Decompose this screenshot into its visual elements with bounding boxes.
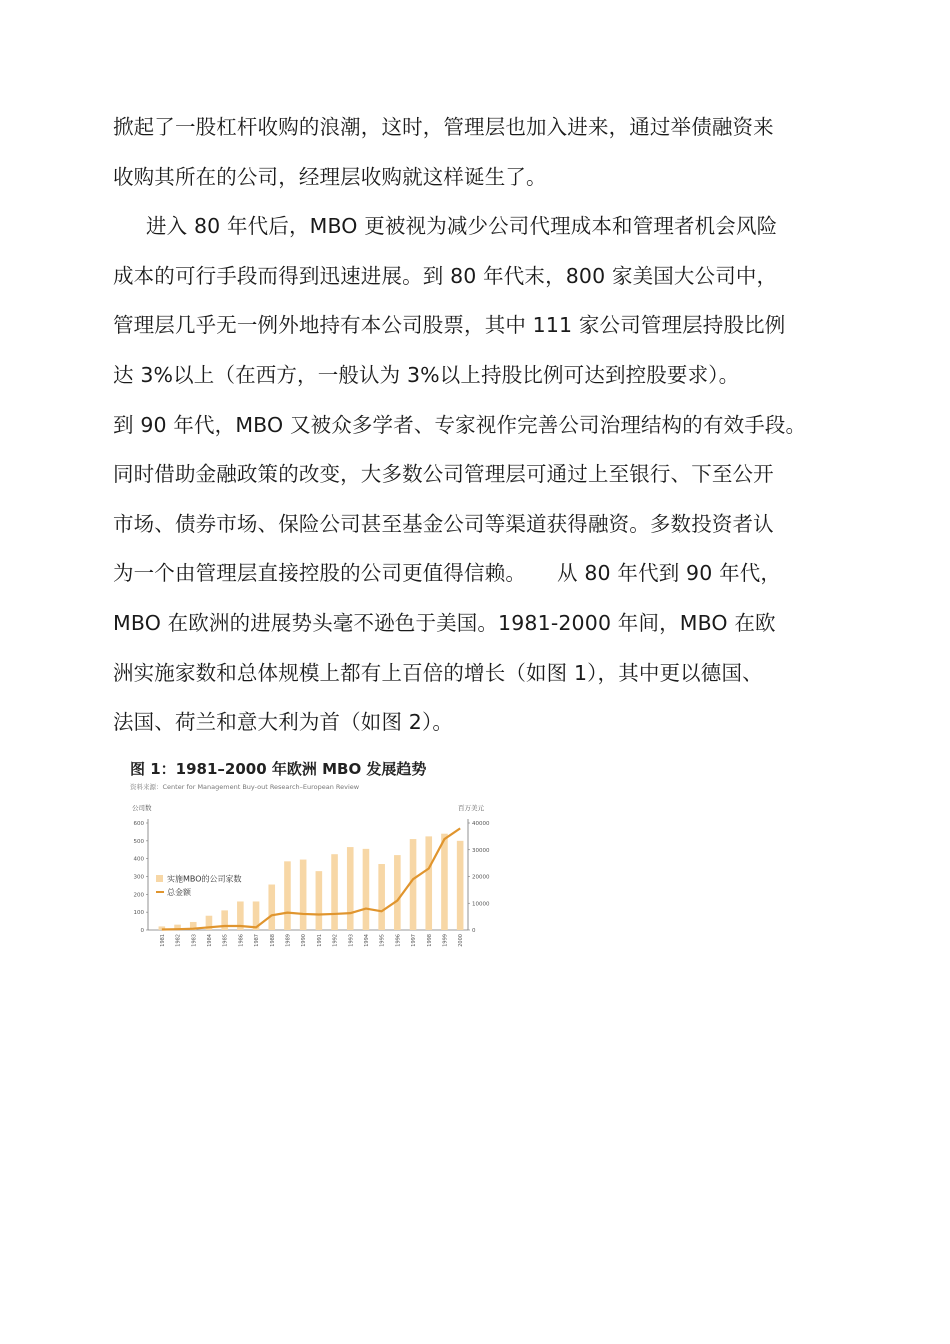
right-tick-label: 10000: [472, 901, 490, 908]
paragraph-line: MBO 在欧洲的进展势头毫不逊色于美国。1981-2000 年间，MBO 在欧: [113, 610, 776, 635]
paragraph-line: 市场、债券市场、保险公司甚至基金公司等渠道获得融资。多数投资者认: [113, 511, 774, 536]
x-tick-label: 1984: [206, 934, 213, 947]
paragraph-line: 达 3%以上（在西方，一般认为 3%以上持股比例可达到控股要求）。: [113, 362, 740, 387]
x-tick-label: 1995: [379, 934, 386, 947]
paragraph-line: 收购其所在的公司，经理层收购就这样诞生了。: [113, 164, 547, 189]
x-tick-label: 1983: [191, 934, 198, 947]
paragraph-line: 为一个由管理层直接控股的公司更值得信赖。 从 80 年代到 90 年代，: [113, 561, 782, 586]
x-tick-label: 1990: [301, 934, 308, 947]
bar-1998: [425, 836, 432, 930]
x-tick-label: 1997: [411, 934, 418, 947]
right-tick-label: 40000: [472, 821, 490, 827]
bar-1999: [441, 834, 448, 930]
body-text: [113, 107, 843, 752]
bar-1989: [284, 861, 291, 930]
bar-1995: [378, 864, 385, 930]
x-tick-label: 1985: [222, 934, 229, 947]
x-tick-label: 1988: [269, 934, 276, 947]
left-tick-label: 600: [133, 821, 144, 827]
paragraph-line: 管理层几乎无一例外地持有本公司股票，其中 111 家公司管理层持股比例: [113, 313, 786, 338]
paragraph-line: 洲实施家数和总体规模上都有上百倍的增长（如图 1），其中更以德国、: [113, 660, 763, 685]
right-tick-label: 20000: [472, 874, 490, 881]
right-axis-label: 百万美元: [458, 804, 484, 812]
paragraph-line: 进入 80 年代后，MBO 更被视为减少公司代理成本和管理者机会风险: [146, 214, 778, 239]
figure-source: 资料来源：Center for Management Buy-out Research–European Review: [130, 783, 360, 791]
figure-1: [128, 758, 490, 958]
x-tick-label: 1991: [316, 934, 323, 947]
left-axis-label: 公司数: [132, 804, 152, 812]
x-tick-label: 1994: [363, 934, 370, 947]
bar-1988: [268, 885, 275, 930]
left-tick-label: 400: [133, 856, 144, 863]
right-tick-label: 0: [472, 928, 476, 934]
paragraph-line: 到 90 年代，MBO 又被众多学者、专家视作完善公司治理结构的有效手段。: [113, 412, 807, 437]
left-tick-label: 500: [133, 838, 144, 845]
left-tick-label: 300: [133, 874, 144, 881]
legend-bar-swatch: [156, 875, 163, 882]
x-tick-label: 1999: [442, 934, 449, 947]
x-tick-label: 1986: [238, 934, 245, 947]
x-tick-label: 1989: [285, 934, 292, 947]
bar-1990: [300, 860, 307, 930]
x-tick-label: 1987: [254, 934, 261, 947]
left-tick-label: 0: [140, 928, 144, 934]
paragraph-line: 法国、荷兰和意大利为首（如图 2）。: [113, 710, 454, 735]
bar-1994: [363, 849, 370, 930]
bar-1993: [347, 847, 354, 930]
x-tick-label: 1993: [348, 934, 355, 947]
paragraph-line: 掀起了一股杠杆收购的浪潮，这时，管理层也加入进来，通过举债融资来: [113, 115, 774, 139]
bar-1996: [394, 855, 401, 930]
x-tick-label: 1992: [332, 934, 339, 947]
right-tick-label: 30000: [472, 847, 490, 854]
mbo-trend-chart: [128, 758, 490, 958]
legend-bar-label: 实施MBO的公司家数: [167, 874, 242, 884]
figure-title: 图 1：1981–2000 年欧洲 MBO 发展趋势: [130, 760, 427, 778]
bar-1997: [410, 839, 417, 930]
x-tick-label: 1982: [175, 934, 182, 947]
x-tick-label: 1996: [395, 934, 402, 947]
paragraph-line: 成本的可行手段而得到迅速进展。到 80 年代末，800 家美国大公司中，: [113, 263, 778, 288]
bar-1991: [316, 871, 323, 930]
x-tick-label: 1998: [426, 934, 433, 947]
left-tick-label: 200: [133, 892, 144, 899]
bar-1992: [331, 854, 338, 930]
x-tick-label: 1981: [159, 934, 166, 947]
paragraph-line: 同时借助金融政策的改变，大多数公司管理层可通过上至银行、下至公开: [113, 462, 774, 487]
left-tick-label: 100: [133, 910, 144, 917]
x-tick-label: 2000: [458, 934, 465, 947]
bar-2000: [457, 841, 464, 930]
legend-line-label: 总金额: [167, 888, 191, 897]
